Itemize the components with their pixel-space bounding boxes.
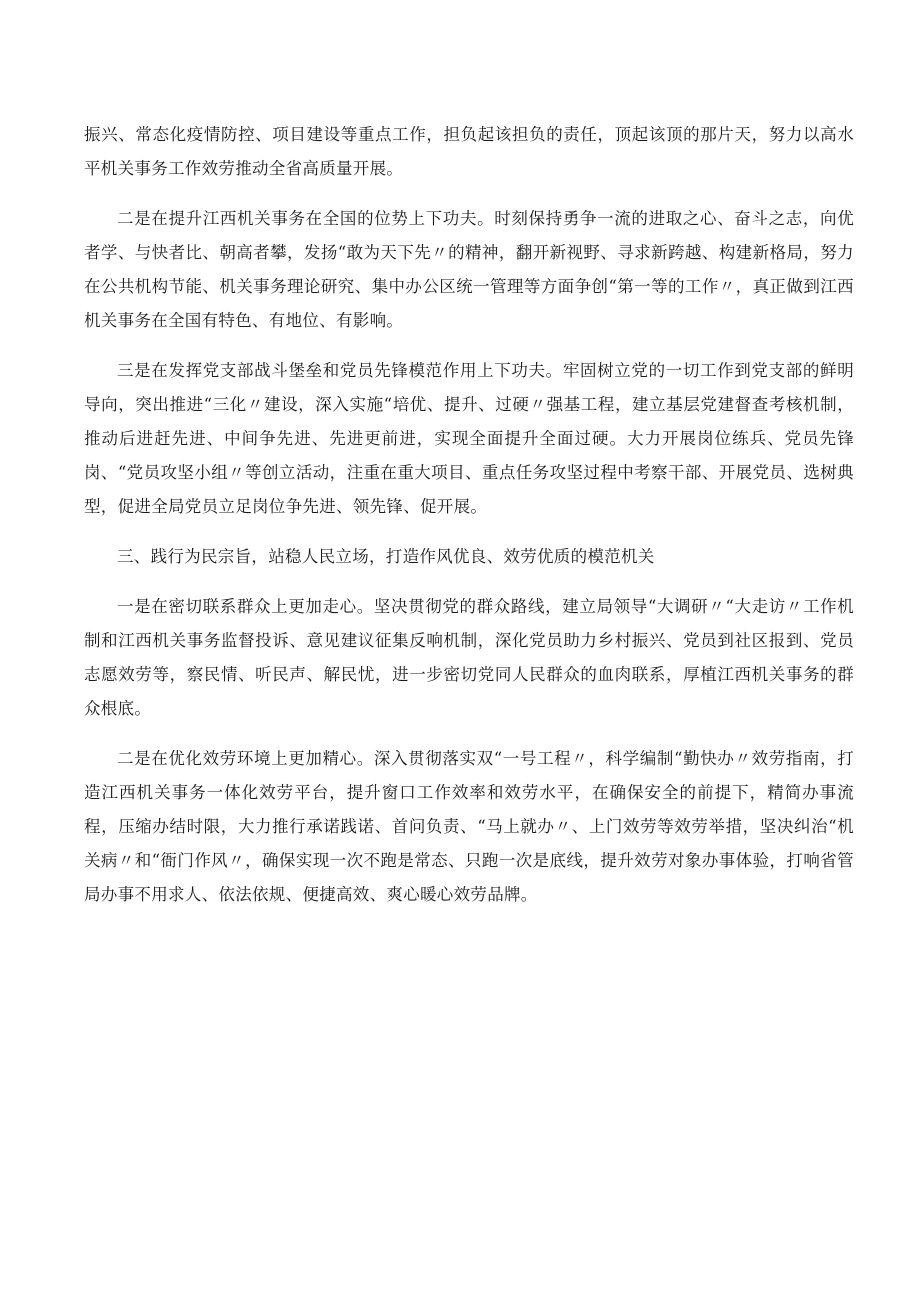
paragraph-second-point-position: 二是在提升江西机关事务在全国的位势上下功夫。时刻保持勇争一流的进取之心、奋斗之志，向优者学、与快者比、朝高者攀，发扬“敢为天下先〃的精神，翻开新视野、寻求新跨越、构建新格局，努力在公共机构节能、机关事务理论研究、集中办公区统一管理等方面争创“第一等的工作〃，真正做到江西机关事务在全国有特色、有地位、有影响。: [84, 209, 854, 330]
paragraph-third-point-party-branch: 三是在发挥党支部战斗堡垒和党员先锋模范作用上下功夫。牢固树立党的一切工作到党支部的鲜明导向，突出推进“三化〃建设，深入实施“培优、提升、过硬〃强基工程，建立基层党建督查考核机制，推动后进赶先进、中间争先进、先进更前进，实现全面提升全面过硬。大力开展岗位练兵、党员先锋岗、“党员攻坚小组〃等创立活动，注重在重大项目、重点任务攻坚过程中考察干部、开展党员、选树典型，促进全局党员立足岗位争先进、领先锋、促开展。: [84, 361, 854, 516]
paragraph-continuation: 振兴、常态化疫情防控、项目建设等重点工作，担负起该担负的责任，顶起该顶的那片天，努力以高水平机关事务工作效劳推动全省高质量开展。: [84, 125, 854, 178]
section-heading-three: 三、践行为民宗旨，站稳人民立场，打造作风优良、效劳优质的模范机关: [117, 547, 655, 566]
document-body: [84, 118, 854, 928]
paragraph-first-point-masses: 一是在密切联系群众上更加走心。坚决贯彻党的群众路线，建立局领导“大调研〃“大走访〃工作机制和江西机关事务监督投诉、意见建议征集反响机制，深化党员助力乡村振兴、党员到社区报到、党员志愿效劳等，察民情、听民声、解民忧，进一步密切党同人民群众的血肉联系，厚植江西机关事务的群众根底。: [84, 597, 854, 718]
paragraph-second-point-service: 二是在优化效劳环境上更加精心。深入贯彻落实双“一号工程〃，科学编制“勤快办〃效劳指南，打造江西机关事务一体化效劳平台，提升窗口工作效率和效劳水平，在确保安全的前提下，精简办事流程，压缩办结时限，大力推行承诺践诺、首问负责、“马上就办〃、上门效劳等效劳举措，坚决纠治“机关病〃和“衙门作风〃，确保实现一次不跑是常态、只跑一次是底线，提升效劳对象办事体验，打响省管局办事不用求人、依法依规、便捷高效、爽心暖心效劳品牌。: [84, 749, 854, 904]
